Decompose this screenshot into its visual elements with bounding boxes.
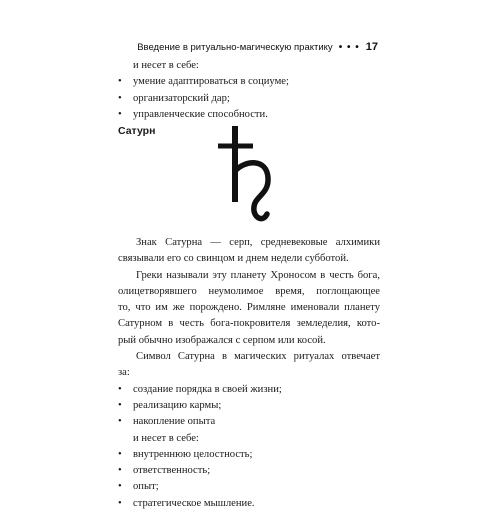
text-line: Символ Сатурна в магических ритуалах отвечает	[136, 351, 380, 363]
list-item-text: внутреннюю целостность;	[133, 448, 253, 460]
saturn-sickle	[235, 163, 268, 219]
list-item-text: создание порядка в своей жизни;	[133, 383, 282, 395]
bullet: •	[118, 92, 122, 104]
list-item	[118, 447, 380, 463]
header-dots: • • •	[338, 41, 360, 53]
list-item	[118, 479, 380, 495]
bullet: •	[118, 465, 122, 477]
bullet: •	[118, 448, 122, 460]
list-item-text: стратегическое мышление.	[133, 497, 255, 509]
continuation-line: и несет в себе:	[133, 432, 199, 444]
text-line: связывали его со свинцом и днем недели субботой.	[118, 253, 349, 265]
text-line: Сатурном в честь бога-покровителя земледелия, кото-	[118, 318, 380, 330]
list-item	[118, 91, 380, 107]
list-item-text: организаторский дар;	[133, 92, 230, 104]
bullet: •	[118, 399, 122, 411]
text-line: то, что им же порождено. Римляне именовали планету	[118, 302, 380, 314]
text-line: Знак Сатурна — серп, средневековые алхимики	[136, 237, 380, 248]
page-number: 17	[365, 41, 378, 53]
bullet: •	[118, 416, 122, 428]
text-line: рый обычно изображался с серпом или косой.	[118, 334, 326, 346]
text-line: Греки называли эту планету Хроносом в честь бога,	[136, 269, 380, 281]
list-item	[118, 398, 380, 414]
saturn-symbol-icon	[205, 124, 300, 222]
list-item-text: реализацию кармы;	[133, 399, 222, 411]
bullet: •	[118, 76, 122, 88]
section-title: Сатурн	[118, 125, 156, 138]
bullet: •	[118, 383, 122, 395]
list-item-text: управленческие способности.	[133, 108, 268, 120]
list-item	[118, 463, 380, 479]
list-item	[118, 74, 380, 90]
paragraph-3	[118, 349, 380, 382]
list-item	[118, 414, 380, 430]
paragraph-1	[118, 235, 380, 268]
text-line: олицетворявшего неумолимое время, поглощающее	[118, 285, 380, 297]
list-item	[118, 382, 380, 398]
list-item-text: ответственность;	[133, 465, 211, 477]
list-item	[118, 496, 380, 512]
running-header	[120, 40, 378, 54]
list-item-text: опыт;	[133, 481, 159, 493]
bullet: •	[118, 481, 122, 493]
paragraph-2	[118, 268, 380, 349]
bullet: •	[118, 108, 122, 120]
continuation-line: и несет в себе:	[133, 60, 199, 71]
bullet: •	[118, 497, 122, 509]
list-item-text: умение адаптироваться в социуме;	[133, 76, 289, 88]
header-title: Введение в ритуально-магическую практику	[137, 41, 333, 53]
saturn-symbol-svg	[205, 124, 300, 222]
list-item	[118, 107, 380, 123]
list-item-text: накопление опыта	[133, 416, 216, 428]
body-text	[118, 235, 380, 512]
text-line: за:	[118, 367, 130, 379]
